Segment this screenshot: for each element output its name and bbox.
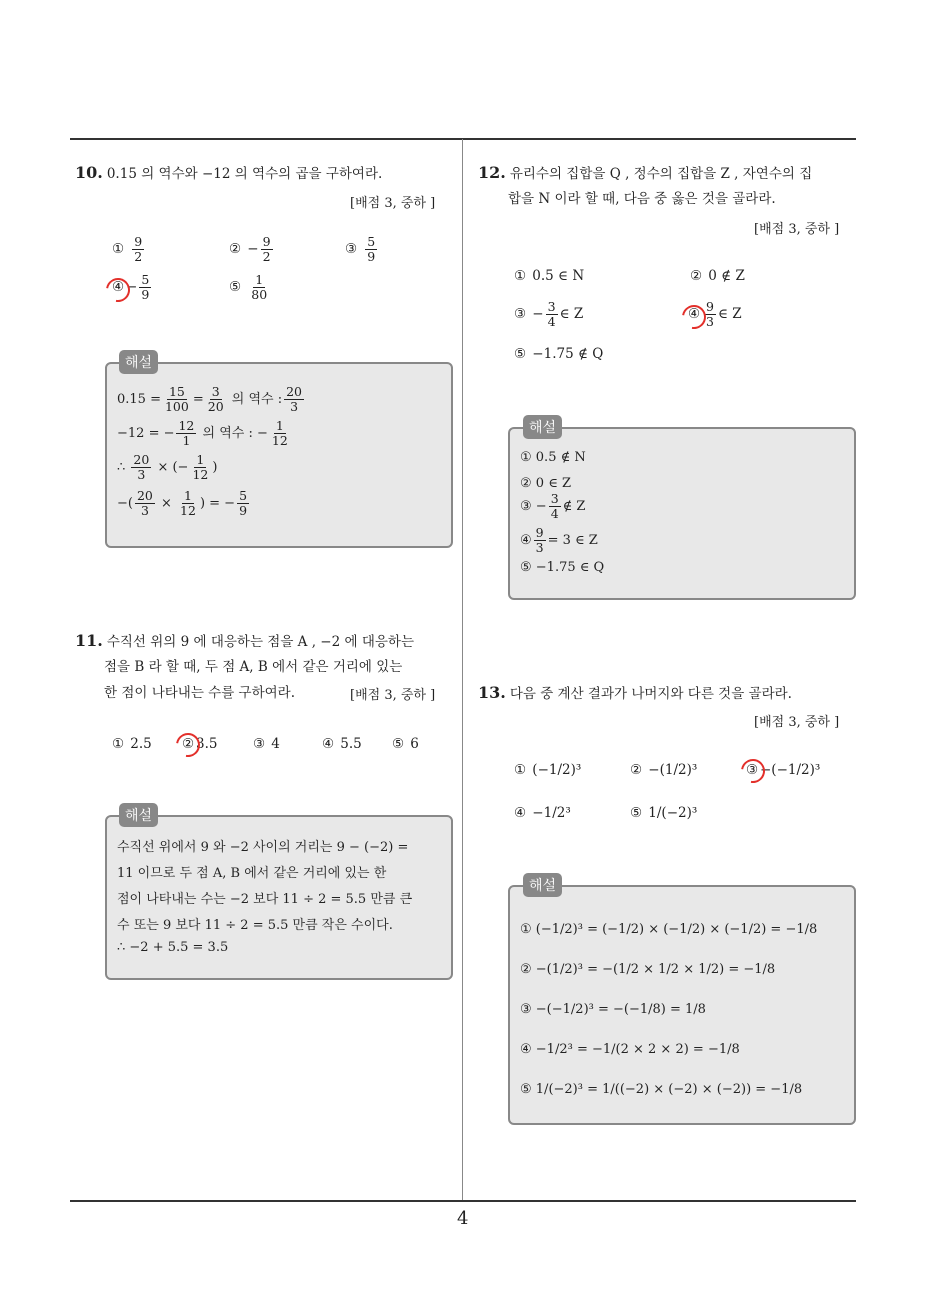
choice-1[interactable]: ① $\frac{9}{2}$ bbox=[111, 234, 143, 264]
bottom-rule bbox=[70, 1200, 856, 1202]
score-label: [배점 3, 중하 ] bbox=[350, 196, 436, 211]
solution-line: ② 0 ∈ Z bbox=[520, 476, 571, 491]
choice-4[interactable]: ④ 5.5 bbox=[321, 736, 362, 752]
choice-2[interactable]: ② 0 ∉ Z bbox=[689, 268, 745, 284]
question-number: 12. bbox=[478, 163, 506, 182]
answer-circle-mark bbox=[736, 754, 769, 787]
solution-tag: 해설 bbox=[523, 873, 562, 897]
solution-line: ② −(1/2)³ = −(1/2 × 1/2 × 1/2) = −1/8 bbox=[520, 962, 776, 977]
solution-line: ∴ $\frac{20}{3}$ × (− $\frac{1}{12}$ ) bbox=[117, 452, 218, 482]
solution-line: 점이 나타내는 수는 −2 보다 11 ÷ 2 = 5.5 만큼 큰 bbox=[117, 892, 413, 907]
choice-2[interactable]: ② 3.5 bbox=[181, 736, 218, 752]
choice-4[interactable]: ④ −1/2³ bbox=[513, 805, 571, 821]
solution-tag: 해설 bbox=[523, 415, 562, 439]
column-divider bbox=[462, 139, 463, 1201]
question-13 bbox=[478, 680, 792, 707]
question-12 bbox=[478, 160, 812, 187]
solution-tag: 해설 bbox=[119, 350, 158, 374]
top-rule bbox=[70, 138, 856, 140]
solution-line: 수 또는 9 보다 11 ÷ 2 = 5.5 만큼 작은 수이다. bbox=[117, 918, 393, 933]
question-text: 유리수의 집합을 Q , 정수의 집합을 Z , 자연수의 집 bbox=[509, 166, 813, 182]
question-number: 11. bbox=[75, 631, 103, 650]
solution-line: −12 = − $\frac{12}{1}$ 의 역수 : − $\frac{1}{12}$ bbox=[117, 418, 288, 448]
solution-line: ③ −(−1/2)³ = −(−1/8) = 1/8 bbox=[520, 1002, 706, 1017]
score-label: [배점 3, 중하 ] bbox=[754, 715, 840, 730]
choice-1[interactable]: ① (−1/2)³ bbox=[513, 762, 582, 778]
choice-5[interactable]: ⑤ 6 bbox=[391, 736, 419, 752]
choice-5[interactable]: ⑤ −1.75 ∉ Q bbox=[513, 346, 604, 362]
score-label: [배점 3, 중하 ] bbox=[350, 688, 436, 703]
solution-line: ③ − $\frac{3}{4}$ ∉ Z bbox=[520, 491, 586, 521]
choice-3[interactable]: ③ − $\frac{3}{4}$ ∈ Z bbox=[513, 299, 584, 329]
solution-line: ① 0.5 ∉ N bbox=[520, 450, 586, 465]
choice-1[interactable]: ① 0.5 ∈ N bbox=[513, 268, 585, 284]
solution-line: ⑤ −1.75 ∈ Q bbox=[520, 560, 605, 575]
choice-1[interactable]: ① 2.5 bbox=[111, 736, 152, 752]
solution-line: 0.15 = $\frac{15}{100}$ = $\frac{3}{20}$ 의 역수 : $\frac{20}{3}$ bbox=[117, 384, 303, 414]
choice-5[interactable]: ⑤ $\frac{1}{80}$ bbox=[228, 272, 268, 302]
choice-2[interactable]: ② − $\frac{9}{2}$ bbox=[228, 234, 271, 264]
question-text: 0.15 의 역수와 −12 의 역수의 곱을 구하여라. bbox=[106, 166, 383, 182]
solution-line: ⑤ 1/(−2)³ = 1/((−2) × (−2) × (−2)) = −1/8 bbox=[520, 1082, 803, 1097]
question-text: 한 점이 나타내는 수를 구하여라. bbox=[104, 685, 295, 701]
question-number: 13. bbox=[478, 683, 506, 702]
question-text: 수직선 위의 9 에 대응하는 점을 A , −2 에 대응하는 bbox=[106, 634, 414, 650]
page-number: 4 bbox=[457, 1208, 469, 1229]
solution-line: ④ $\frac{9}{3}$ = 3 ∈ Z bbox=[520, 525, 598, 555]
choice-3[interactable]: ③ −(−1/2)³ bbox=[745, 762, 821, 778]
solution-line: ∴ −2 + 5.5 = 3.5 bbox=[117, 940, 229, 955]
choice-2[interactable]: ② −(1/2)³ bbox=[629, 762, 698, 778]
solution-line: 11 이므로 두 점 A, B 에서 같은 거리에 있는 한 bbox=[117, 866, 387, 881]
score-label: [배점 3, 중하 ] bbox=[754, 222, 840, 237]
question-number: 10. bbox=[75, 163, 103, 182]
choice-5[interactable]: ⑤ 1/(−2)³ bbox=[629, 805, 698, 821]
choice-4[interactable]: ④ − $\frac{5}{9}$ bbox=[111, 272, 150, 302]
question-11 bbox=[75, 628, 414, 655]
solution-tag: 해설 bbox=[119, 803, 158, 827]
solution-line: ④ −1/2³ = −1/(2 × 2 × 2) = −1/8 bbox=[520, 1042, 740, 1057]
solution-line: ① (−1/2)³ = (−1/2) × (−1/2) × (−1/2) = −1/8 bbox=[520, 922, 818, 937]
question-10 bbox=[75, 160, 382, 187]
answer-circle-mark bbox=[171, 728, 204, 761]
question-text: 다음 중 계산 결과가 나머지와 다른 것을 골라라. bbox=[509, 686, 792, 702]
choice-3[interactable]: ③ $\frac{5}{9}$ bbox=[344, 234, 376, 264]
solution-line: 수직선 위에서 9 와 −2 사이의 거리는 9 − (−2) = bbox=[117, 840, 409, 855]
choice-3[interactable]: ③ 4 bbox=[252, 736, 280, 752]
choice-4[interactable]: ④ $\frac{9}{3}$ ∈ Z bbox=[687, 299, 742, 329]
question-text: 합을 N 이라 할 때, 다음 중 옳은 것을 골라라. bbox=[508, 191, 776, 207]
question-text: 점을 B 라 할 때, 두 점 A, B 에서 같은 거리에 있는 bbox=[104, 659, 403, 675]
solution-line: −( $\frac{20}{3}$ × $\frac{1}{12}$ ) = − $\frac{5}{9}$ bbox=[117, 488, 248, 518]
